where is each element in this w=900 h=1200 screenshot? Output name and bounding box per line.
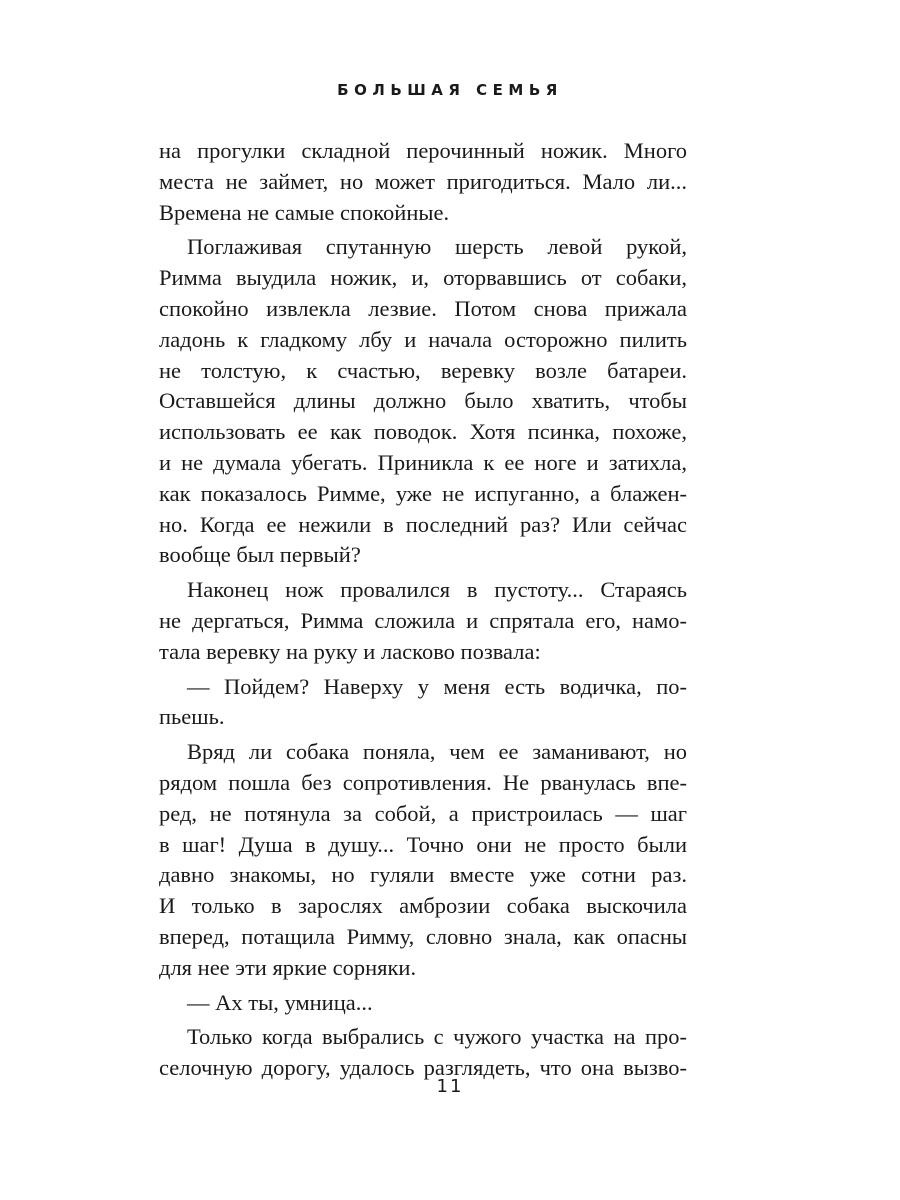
page-number: 11 bbox=[436, 1076, 464, 1097]
text-line: не дергаться, Римма сложила и спрятала его, намо- bbox=[159, 607, 687, 633]
text-line: пьешь. bbox=[159, 704, 225, 730]
text-line: Римма выудила ножик, и, оторвавшись от собаки, bbox=[159, 265, 687, 291]
text-line: и не думала убегать. Приникла к ее ноге и затихла, bbox=[159, 449, 687, 475]
text-line: для нее эти яркие сорняки. bbox=[159, 954, 417, 980]
text-line: в шаг! Душа в душу... Точно они не просто были bbox=[159, 831, 687, 857]
text-line: не толстую, к счастью, веревку возле батареи. bbox=[159, 357, 687, 383]
running-title: БОЛЬШАЯ СЕМЬЯ bbox=[337, 81, 563, 99]
text-line: — Ах ты, умница... bbox=[187, 989, 373, 1015]
text-line: Времена не самые спокойные. bbox=[159, 199, 450, 225]
text-line: ладонь к гладкому лбу и начала осторожно пилить bbox=[159, 326, 687, 352]
text-line: вообще был первый? bbox=[159, 542, 361, 568]
text-line: использовать ее как поводок. Хотя псинка, похоже, bbox=[159, 419, 687, 445]
text-line: на прогулки складной перочинный ножик. Много bbox=[159, 138, 687, 163]
text-line: Вряд ли собака поняла, чем ее заманивают, но bbox=[187, 739, 687, 765]
text-line: селочную дорогу, удалось разглядеть, что она вызво- bbox=[159, 1055, 687, 1081]
text-line: — Пойдем? Наверху у меня есть водичка, по- bbox=[187, 673, 687, 699]
text-line: спокойно извлекла лезвие. Потом снова прижала bbox=[159, 295, 687, 321]
body-text bbox=[159, 136, 687, 1084]
text-line: как показалось Римме, уже не испуганно, а блажен- bbox=[159, 480, 687, 506]
text-line: Оставшейся длины должно было хватить, чтобы bbox=[159, 388, 687, 414]
text-line: но. Когда ее нежили в последний раз? Или сейчас bbox=[159, 511, 687, 537]
text-line: давно знакомы, но гуляли вместе уже сотни раз. bbox=[159, 862, 687, 888]
text-line: Наконец нож провалился в пустоту... Стараясь bbox=[187, 577, 687, 603]
text-line: рядом пошла без сопротивления. Не рванулась впе- bbox=[159, 769, 687, 795]
text-line: ред, не потянула за собой, а пристроилась — шаг bbox=[159, 800, 687, 826]
text-line: Только когда выбрались с чужого участка на про- bbox=[187, 1024, 687, 1050]
text-line: тала веревку на руку и ласково позвала: bbox=[159, 638, 541, 664]
text-line: вперед, потащила Римму, словно знала, как опасны bbox=[159, 923, 687, 949]
text-line: Поглаживая спутанную шерсть левой рукой, bbox=[187, 234, 687, 260]
text-line: И только в зарослях амброзии собака выскочила bbox=[159, 893, 687, 919]
text-line: места не займет, но может пригодиться. Мало ли... bbox=[159, 168, 687, 194]
